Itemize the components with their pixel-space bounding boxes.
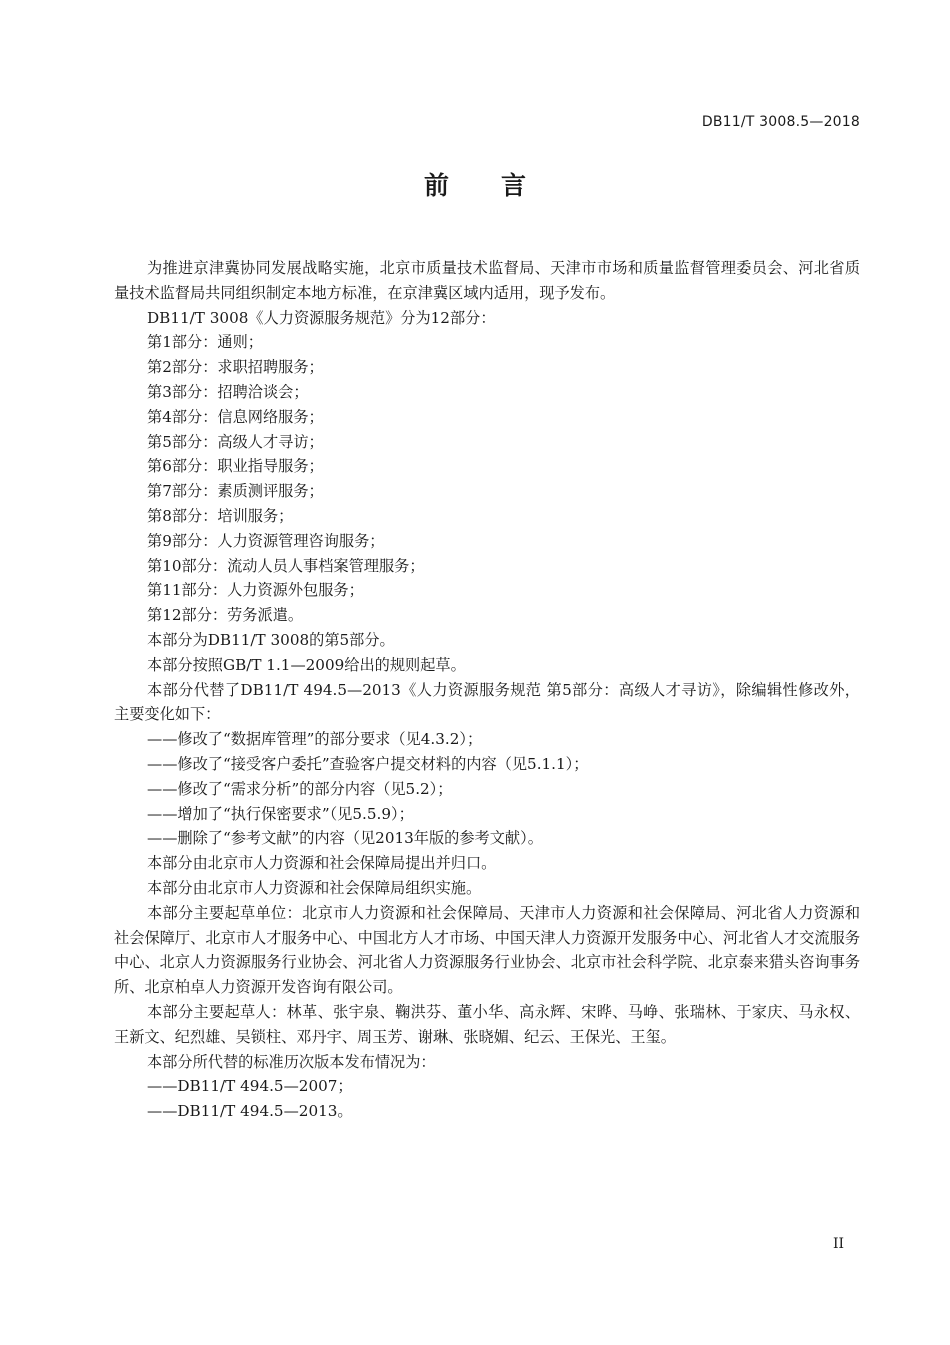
document-code: DB11/T 3008.5—2018 — [701, 114, 860, 130]
paragraph-implemented-by: 本部分由北京市人力资源和社会保障局组织实施。 — [147, 878, 482, 897]
list-item-part-10: 第10部分：流动人员人事档案管理服务； — [147, 556, 425, 575]
title-char-2: 言 — [501, 171, 527, 200]
page-number: II — [832, 1236, 844, 1252]
change-item-3: ——修改了“需求分析”的部分内容（见5.2）； — [147, 779, 453, 798]
list-item-part-6: 第6部分：职业指导服务； — [147, 457, 324, 476]
paragraph-series: DB11/T 3008《人力资源服务规范》分为12部分： — [147, 308, 496, 327]
paragraph-history: 本部分所代替的标准历次版本发布情况为： — [147, 1052, 436, 1071]
history-item-2: ——DB11/T 494.5—2013。 — [147, 1102, 353, 1121]
list-item-part-1: 第1部分：通则； — [147, 333, 263, 352]
paragraph-proposed-by: 本部分由北京市人力资源和社会保障局提出并归口。 — [147, 854, 497, 873]
list-item-part-4: 第4部分：信息网络服务； — [147, 407, 324, 426]
list-item-part-12: 第12部分：劳务派遣。 — [147, 606, 304, 625]
list-item-part-3: 第3部分：招聘洽谈会； — [147, 382, 309, 401]
title-char-1: 前 — [423, 171, 449, 200]
change-item-2: ——修改了“接受客户委托”查验客户提交材料的内容（见5.1.1）； — [147, 754, 589, 773]
list-item-part-9: 第9部分：人力资源管理咨询服务； — [147, 531, 385, 550]
change-item-4: ——增加了“执行保密要求”（见5.5.9）； — [147, 804, 414, 823]
list-item-part-5: 第5部分：高级人才寻访； — [147, 432, 324, 451]
list-item-part-7: 第7部分：素质测评服务； — [147, 482, 324, 501]
paragraph-drafting-units: 本部分主要起草单位：北京市人力资源和社会保障局、天津市人力资源和社会保障局、河北省人力资源和社会保障厅、北京市人才服务中心、中国北方人才市场、中国天津人力资源开发服务中心、河北省人才交流服务中心、北京人力资源服务行业协会、河北省人力资源服务行业协会、北京市社会科学院、北京泰来猎头咨询事务所、北京柏卓人力资源开发咨询有限公司。 — [114, 903, 860, 997]
paragraph-intro: 为推进京津冀协同发展战略实施，北京市质量技术监督局、天津市市场和质量监督管理委员会、河北省质量技术监督局共同组织制定本地方标准，在京津冀区域内适用，现予发布。 — [114, 259, 860, 302]
list-item-part-8: 第8部分：培训服务； — [147, 506, 294, 525]
list-item-part-2: 第2部分：求职招聘服务； — [147, 358, 324, 377]
paragraph-drafters: 本部分主要起草人：林革、张宇泉、鞠洪芬、董小华、高永辉、宋晔、马峥、张瑞林、于家庆、马永权、王新文、纪烈雄、吴锁柱、邓丹宇、周玉芳、谢琳、张晓媚、纪云、王保光、王玺。 — [114, 1002, 860, 1046]
change-item-1: ——修改了“数据库管理”的部分要求（见4.3.2）； — [147, 730, 483, 749]
paragraph-part-note: 本部分为DB11/T 3008的第5部分。 — [147, 630, 395, 649]
change-item-5: ——删除了“参考文献”的内容（见2013年版的参考文献）。 — [147, 829, 543, 848]
paragraph-replaces: 本部分代替了DB11/T 494.5—2013《人力资源服务规范 第5部分：高级人才寻访》，除编辑性修改外，主要变化如下： — [114, 680, 860, 724]
history-item-1: ——DB11/T 494.5—2007； — [147, 1077, 353, 1096]
paragraph-drafting-rules: 本部分按照GB/T 1.1—2009给出的规则起草。 — [147, 655, 466, 674]
foreword-body — [114, 256, 860, 1124]
page-title — [0, 166, 950, 202]
list-item-part-11: 第11部分：人力资源外包服务； — [147, 581, 364, 600]
